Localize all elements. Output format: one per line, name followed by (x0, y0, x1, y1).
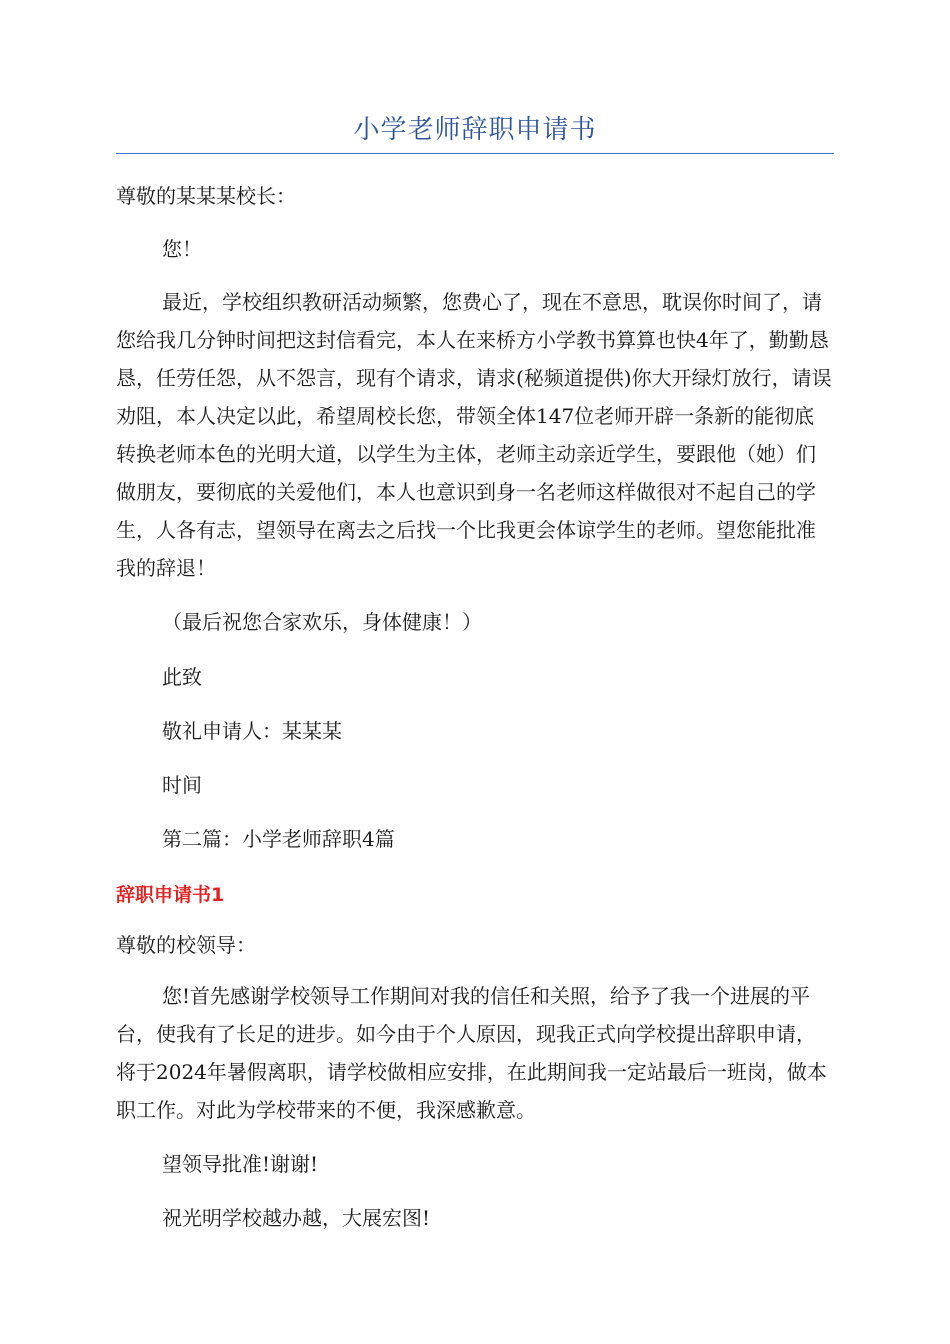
closing-salute: 此致 (162, 665, 202, 689)
next-section-title: 第二篇：小学老师辞职4篇 (162, 827, 395, 851)
greeting: 您！ (162, 237, 202, 261)
wish-line: 祝光明学校越办越，大展宏图! (162, 1206, 431, 1230)
letter-body: 最近，学校组织教研活动频繁，您费心了，现在不意思，耽误你时间了，请您给我几分钟时间把这封信看完，本人在来桥方小学教书算算也快4年了，勤勤恳恳，任劳任怨，从不怨言，现有个请求，请求(秘频道提供)你大开绿灯放行，请误劝阻，本人决定以此，希望周校长您，带领全体147位老师开辟一条新的能彻底转换老师本色的光明大道，以学生为主体，老师主动亲近学生，要跟他（她）们做朋友，要彻底的关爱他们，本人也意识到身一名老师这样做很对不起自己的学生，人各有志，望领导在离去之后找一个比我更会体谅学生的老师。望您能批准我的辞退！ (116, 290, 832, 580)
letter-body-2: 您!首先感谢学校领导工作期间对我的信任和关照，给予了我一个进展的平台，使我有了长足的进步。如今由于个人原因，现我正式向学校提出辞职申请，将于2024年暑假离职，请学校做相应安排，在此期间我一定站最后一班岗，做本职工作。对此为学校带来的不便，我深感歉意。 (116, 984, 827, 1122)
salutation: 尊敬的某某某校长： (116, 184, 296, 208)
title-underline (116, 153, 834, 154)
salutation-2: 尊敬的校领导： (116, 933, 256, 957)
closing-wish: （最后祝您合家欢乐，身体健康！） (162, 610, 482, 634)
request-line: 望领导批准!谢谢! (162, 1152, 319, 1176)
signature: 敬礼申请人：某某某 (162, 719, 342, 743)
section-heading: 辞职申请书1 (116, 884, 225, 906)
date: 时间 (162, 773, 202, 797)
document-title: 小学老师辞职申请书 (353, 115, 597, 145)
